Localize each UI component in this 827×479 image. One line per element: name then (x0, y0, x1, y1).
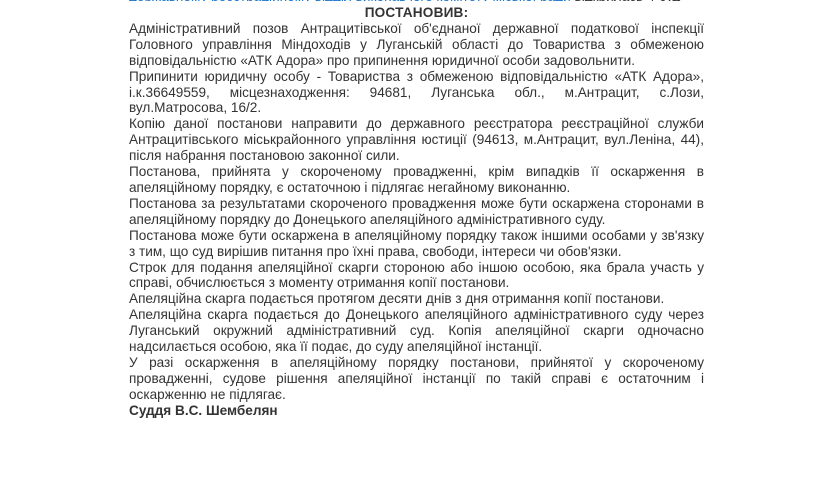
cut-off-previous-line (129, 0, 704, 1)
judge-signature: Суддя В.С. Шембелян (129, 402, 278, 418)
ruling-heading: ПОСТАНОВИВ: (364, 5, 469, 20)
paragraph-appeal-parties: Постанова за результатами скороченого провадження може бути оскаржена сторонами в апеляційному порядку до Донецького апеляційного адміністративного суду. (129, 195, 704, 227)
paragraph-final-ruling: Постанова, прийнята у скороченому провадженні, крім випадків її оскарження в апеляційному порядку, є остаточною і підлягає негайному виконанню. (129, 164, 704, 195)
paragraph-claim-granted: Адміністративний позов Антрацитівської об'єднаної державної податкової інспекції Головного управління Міндоходів у Луганській області до Товариства з обмеженою відповідальністю «АТК Адора» про припинення юридичної особи задовольнити. (129, 20, 704, 68)
paragraph-appeal-term: Строк для подання апеляційної скарги стороною або іншою особою, яка брала участь у справі, обчислюється з моменту отримання копії постанови. (129, 259, 704, 291)
paragraph-appeal-ten-days: Апеляційна скарга подається протягом десяти днів з дня отримання копії постанови. (129, 291, 665, 307)
registry-link[interactable] (129, 0, 574, 1)
paragraph-send-copy: Копію даної постанови направити до державного реєстратора реєстраційної служби Антрацитівського міськрайонного управління юстиції (94613, м.Антрацит, вул.Леніна, 44), після набрання постановою законної сили. (129, 116, 704, 164)
court-ruling-document (129, 0, 704, 419)
paragraph-appeal-others: Постанова може бути оскаржена в апеляційному порядку також іншими особами у зв'язку з тим, що суд вирішив питання про їхні права, свободи, інтереси чи обов'язки. (129, 227, 704, 259)
paragraph-appeal-court: Апеляційна скарга подається до Донецького апеляційного адміністративного суду через Луганський окружний адміністративний суд. Копія апеляційної скарги одночасно надсилається особою, яка її подає, до суду апеляційної інстанції. (129, 307, 704, 355)
paragraph-appeal-final: У разі оскарження в апеляційному порядку постанови, прийнятої у скороченому провадженні, судове рішення апеляційної інстанції по такій справі є остаточним і оскарженню не підлягає. (129, 354, 704, 402)
cut-off-line-tail (574, 0, 680, 1)
paragraph-terminate-entity: Припинити юридичну особу - Товариства з обмеженою відповідальністю «АТК Адора», і.к.36649559, місцезнаходження: 94681, Луганська обл., м.Антрацит, с.Лози, вул.Матросова, 16/2. (129, 68, 704, 116)
